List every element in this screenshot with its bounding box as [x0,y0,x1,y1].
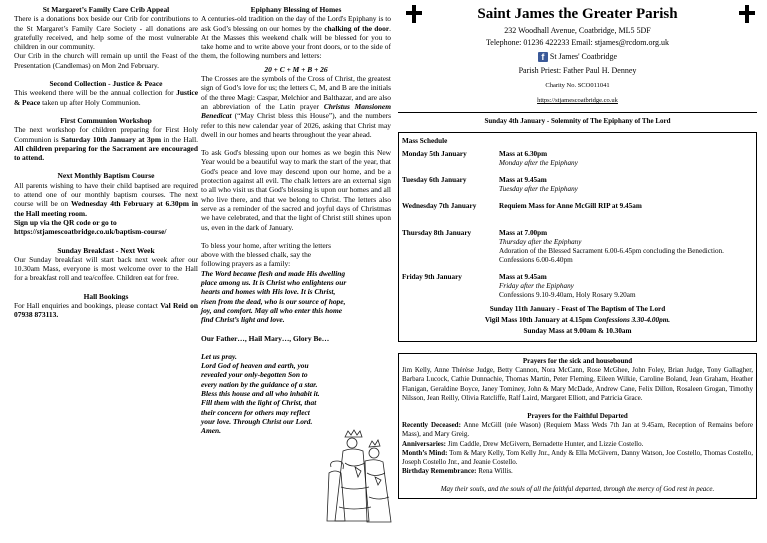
crosses-explanation: The Crosses are the symbols of the Cross of Christ, the greatest sign of God’s love for us; the letters C, M, and B are the initials of the three Magi: Caspar, Melchior and Balthazar, and are also an abbreviation of the Latin prayer Christus Mansionem Benedicat (“May Christ bless this House”), and the numbers refer to this new calendar year of 2026, asking that Christ may dwell in our homes and hearts throughout the year ahead. [201,74,392,139]
sick-names: Jim Kelly, Anne Thérèse Judge, Betty Cannon, Nora McCann, Rose McGhee, John Foley, Brian Judge, Tony Gallagher, Barbara Lucock, Cathie Dunnachie, Thomas Martin, Peter Fleming, Eileen Wilkie, Caroline Boland, Jean Graham, Heather Flanigan, Geraldine Boyce, Janey Tominey, John & Mary McDade, Andrew Cane, Felix Dillon, Rosaleen Grogan, Timothy Nilsson, Jean Reilly, Olivia Ratcliffe, Ralf Laird, Margaret Elliott, and Patricia Grace. [402,366,753,402]
cross-icon [404,4,424,24]
middle-column [201,0,391,435]
sunday-breakfast-title: Sunday Breakfast - Next Week [57,245,155,255]
facebook-icon: f [538,52,548,62]
right-column [398,0,757,499]
parish-address: 232 Woodhall Avenue, Coatbridge, ML5 5DF [504,26,651,35]
baptism-signup-link[interactable]: Sign up via the QR code or go to https://stjamescoatbridge.co.uk/baptism-course/ [14,217,167,237]
anniversaries: Anniversaries: Jim Caddle, Drew McGivern, Bernadette Hunter, and Lizzie Costello. [402,439,644,448]
months-mind: Month’s Mind: Tom & Mary Kelly, Tom Kelly Jnr., Andy & Ella McGivern, Danny Watson, Joe Costello, Thomas Costello, Joseph Costello Jnr., and Jeanie Costello. [402,448,753,467]
mass-row: Friday 9th January Mass at 9.45am Friday after the Epiphany Confessions 9.10-9.40am, Holy Rosary 9.20am [402,273,636,299]
prayer-our-father: Our Father…, Hail Mary…, Glory Be… [201,333,330,343]
first-communion-text: The next workshop for children preparing for First Holy Communion is Saturday 10th January at 3pm in the Hall. All children preparing for the Sacrament are encouraged to attend. [14,125,198,163]
blessing-meaning-text: To ask God's blessing upon our homes as we begin this New Year would be a beautiful way to mark the start of the year, that God's peace and love may descend upon our home, and be a protection against all evil. The chalk letters are an external sign to all who visit us that God's blessing is upon our homes and all who live there, and that we belong to Christ. The letters also serve as a reminder of the sacred and joyful days of Christmas we have celebrated, and that the light of Christ still shines upon us, even in the dark of January. [201,148,391,232]
sunday-heading: Sunday 4th January - Solemnity of The Epiphany of The Lord [484,117,671,125]
three-kings-illustration [325,407,395,532]
closing-prayer: May their souls, and the souls of all the faithful departed, through the mercy of God rest in peace. [440,485,715,494]
epiphany-blessing-intro: A centuries-old tradition on the day of the Lord's Epiphany is to ask God’s blessing on our homes by the chalking of the door. At the Masses this weekend chalk will be blessed for you to take home and to write above your front doors, or to the side of them, the following numbers and letters: [201,14,391,61]
birthday-remembrance: Birthday Remembrance: Rena Willis. [402,467,513,476]
next-sunday-heading: Sunday 11th January - Feast of The Baptism of The Lord [489,305,666,313]
sunday-breakfast-text: Our Sunday breakfast will start back next week after our 10.30am Mass, everyone is most welcome over to the Hall for a breakfast roll and tea/coffee. Children eat for free. [14,254,198,283]
epiphany-blessing-title: Epiphany Blessing of Homes [250,5,342,14]
prayers-box [398,353,757,499]
mass-row: Tuesday 6th January Mass at 9.45am Tuesday after the Epiphany [402,176,578,193]
sunday-mass-times: Sunday Mass at 9.00am & 10.30am [523,327,632,335]
bless-home-instruction: To bless your home, after writing the letters above with the blessed chalk, say the following prayers as a family: [201,240,332,269]
prayer-word-became-flesh: The Word became flesh and made His dwelling place among us. It is Christ who enlightens our hearts and homes with His love. It is Christ, risen from the dead, who is our source of hope, joy, and comfort. May all who enter this home find Christ’s light and love. [201,268,347,325]
baptism-course-title: Next Monthly Baptism Course [57,171,155,181]
charity-number: Charity No. SCO011041 [545,82,610,89]
hall-bookings-text: For Hall enquiries and bookings, please contact Val Reid on 07938 873113. [14,301,199,320]
parish-contact: Telephone: 01236 422233 Email: stjames@rcdom.org.uk [485,38,670,47]
website-link[interactable]: https://stjamescoatbridge.co.uk [537,97,618,104]
parish-priest: Parish Priest: Father Paul H. Denney [518,66,637,75]
sick-prayers-title: Prayers for the sick and housebound [522,357,633,365]
hall-bookings-title: Hall Bookings [83,291,129,301]
mass-row: Monday 5th January Mass at 6.30pm Monday after the Epiphany [402,150,578,167]
cross-icon [737,4,757,24]
first-communion-title: First Communion Workshop [60,115,152,125]
chalk-formula: 20 + C + M + B + 26 [264,64,328,74]
mass-schedule [398,132,757,342]
parish-title: Saint James the Greater Parish [477,6,678,22]
recently-deceased: Recently Deceased: Anne McGill (née Wason) (Requiem Mass Weds 7th Jan at 9.45am, Reception of Remains before Mass), and Mary Greig. [402,421,753,439]
second-collection-text: This weekend there will be the annual collection for Justice & Peace taken up after Holy Communion. [14,88,198,107]
left-column [14,0,198,320]
crib-appeal-text-2: Our Crib in the church will remain up until the Feast of the Presentation (Candlemas) on Mon 2nd February. [14,51,198,70]
facebook-row[interactable] [398,51,757,63]
departed-prayers-title: Prayers for the Faithful Departed [527,412,628,421]
vigil-mass: Vigil Mass 10th January at 4.15pm Confessions 3.30-4.00pm. [484,316,671,324]
crib-appeal-title: St Margaret’s Family Care Crib Appeal [42,5,170,14]
second-collection-title: Second Collection - Justice & Peace [49,79,163,89]
prayer-let-us-pray: Let us pray. Lord God of heaven and earth, you revealed your only-begotten Son to every nation by the guidance of a star. Bless this house and all who inhabit it. Fill them with the light of Christ, that their concern for others may reflect your love. Through Christ our Lord. Amen. [201,351,320,436]
baptism-course-text: All parents wishing to have their child baptised are required to attend one of our monthly baptism courses. The next course will be on Wednesday 4th February at 6.30pm in the Hall meeting room. [14,180,198,218]
mass-row: Thursday 8th January Mass at 7.00pm Thursday after the Epiphany Adoration of the Blessed Sacrament 6.00-6.45pm concluding the Benediction. Confessions 6.00-6.40pm [402,229,724,264]
mass-schedule-label: Mass Schedule [402,137,448,145]
mass-row: Wednesday 7th January Requiem Mass for Anne McGill RIP at 9.45am [402,202,642,210]
crib-appeal-text: There is a donations box beside our Crib for contributions to the St Margaret’s Family Care Society - all donations are gratefully received, and help some of the most vulnerable children in our community. [14,14,198,52]
facebook-name: St James' Coatbridge [549,52,618,61]
